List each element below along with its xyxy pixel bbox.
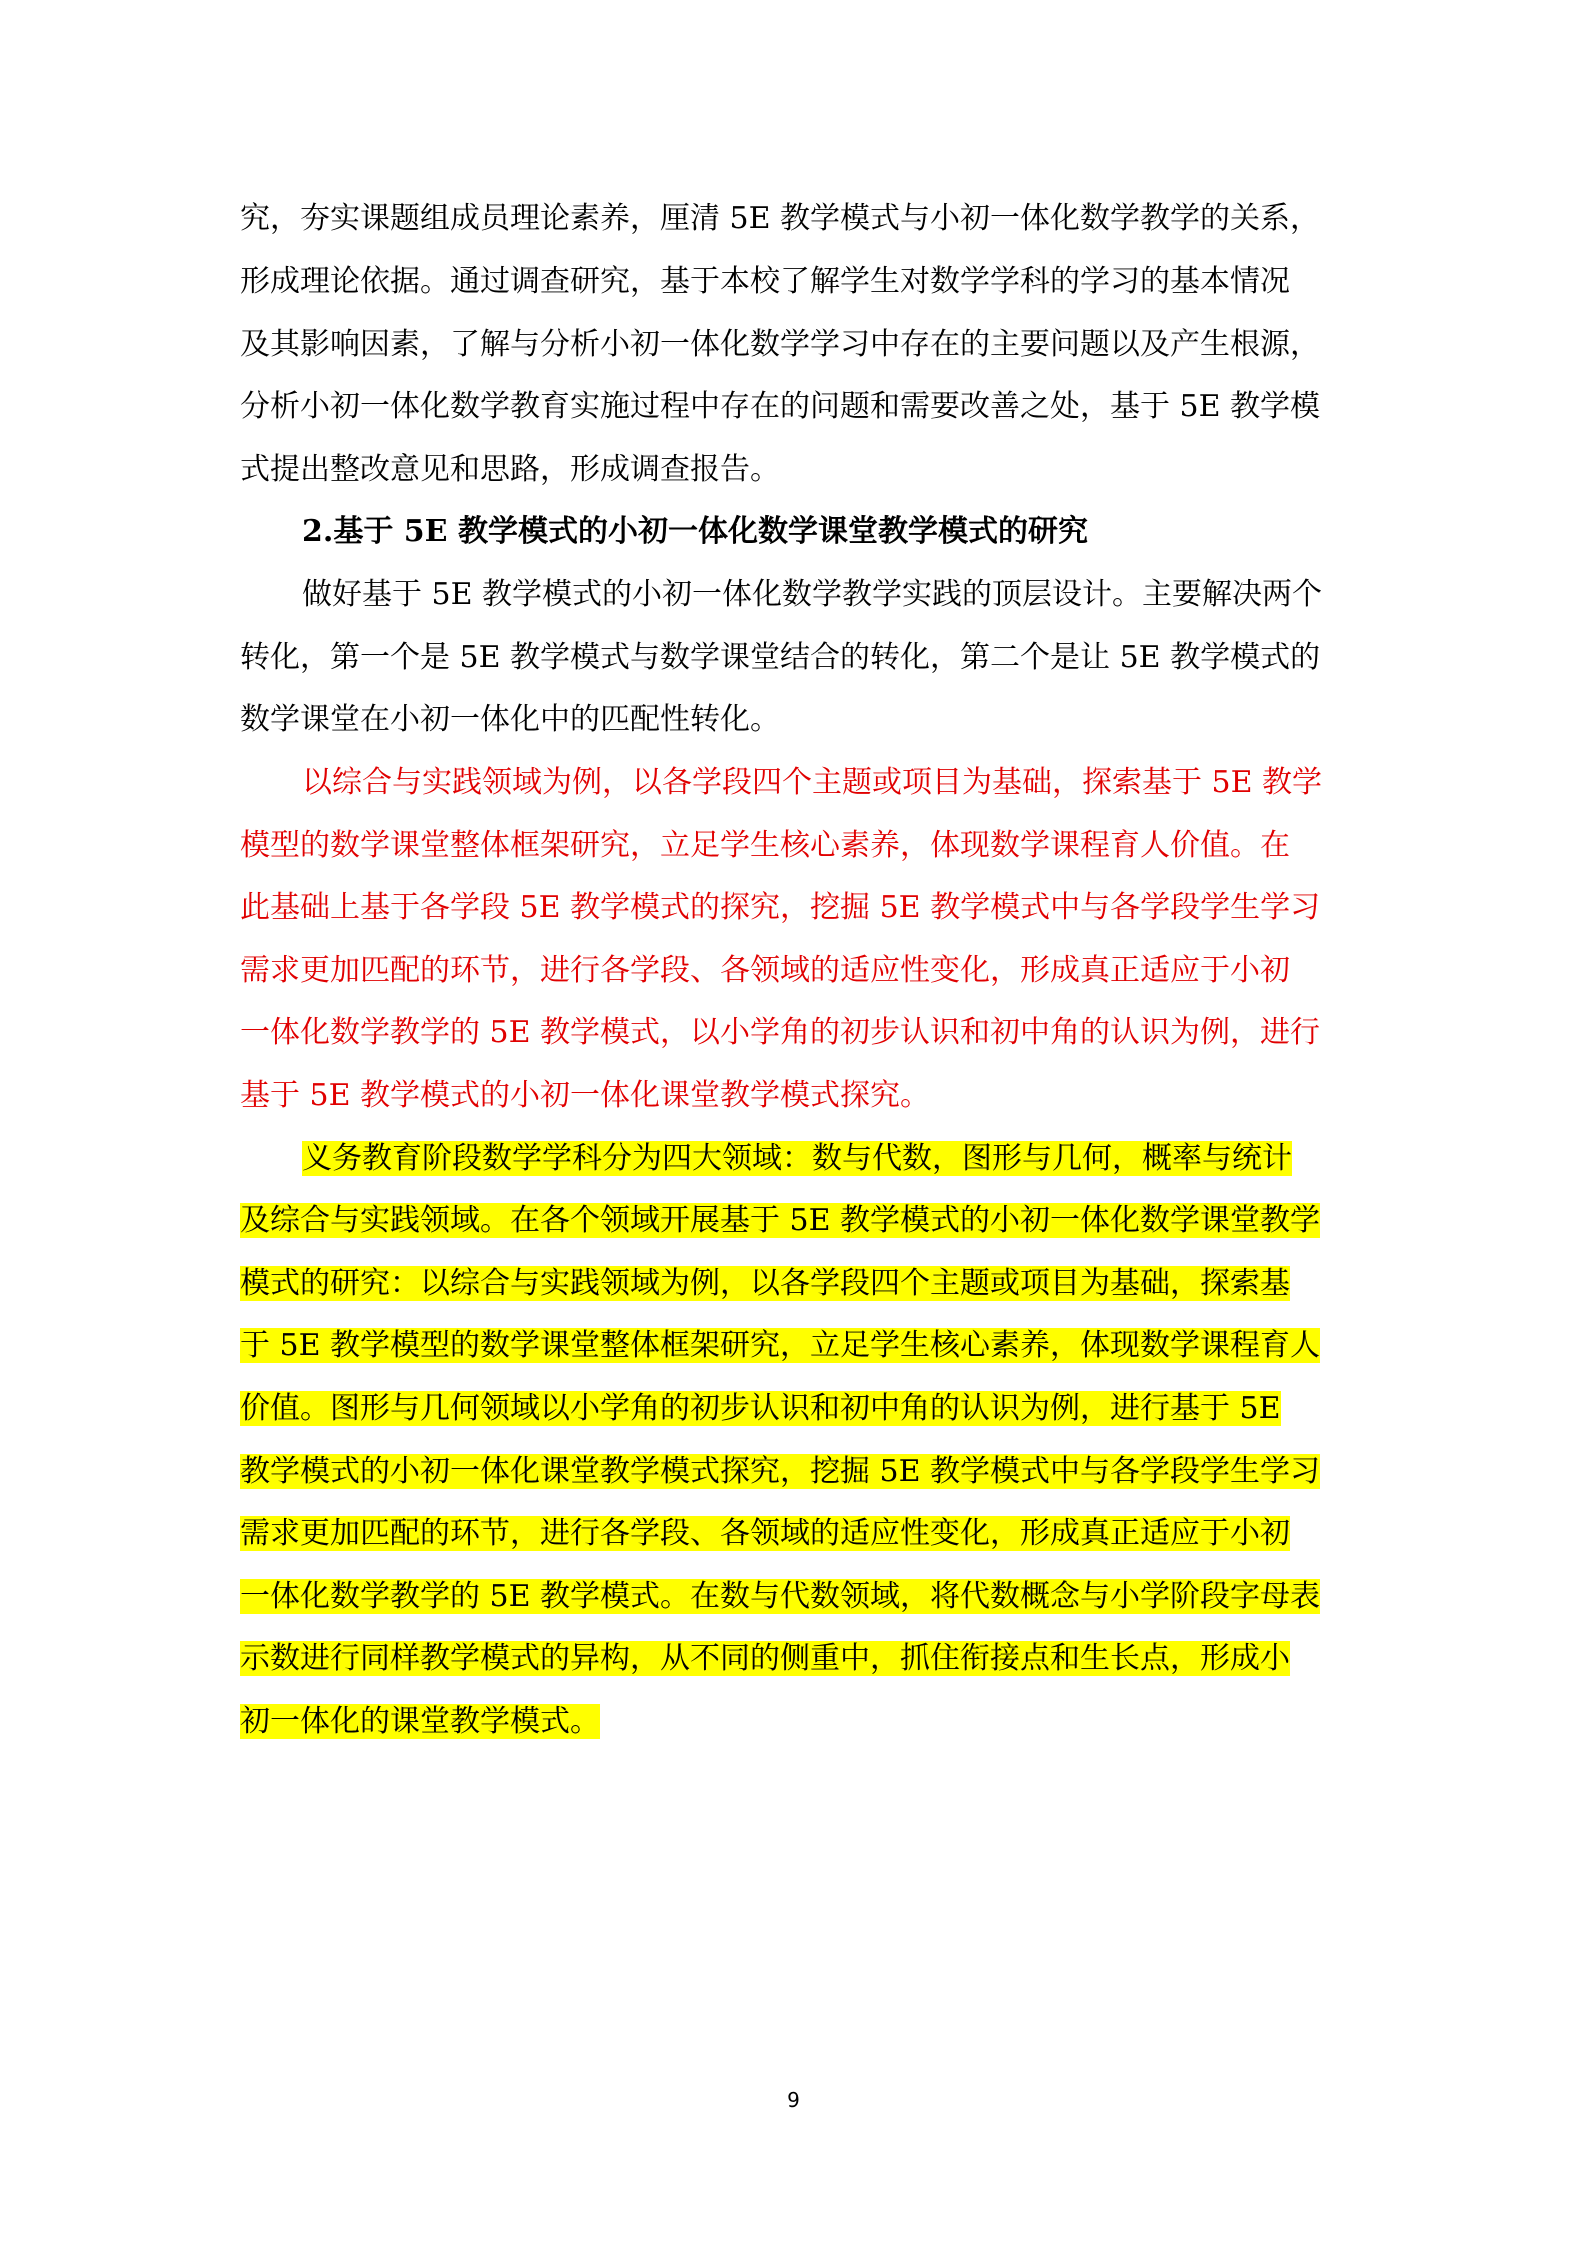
highlight-span: 于 5E 教学模型的数学课堂整体框架研究，立足学生核心素养，体现数学课程育人 (240, 1328, 1321, 1363)
highlighted-paragraph-line (240, 1699, 600, 1745)
section-heading: 2.基于 5E 教学模式的小初一体化数学课堂教学模式的研究 (302, 514, 1088, 549)
red-paragraph-line: 基于 5E 教学模式的小初一体化课堂教学模式探究。 (240, 1078, 931, 1113)
highlighted-paragraph-line (240, 1323, 1320, 1369)
highlighted-paragraph-line (240, 1198, 1320, 1244)
paragraph-line: 分析小初一体化数学教育实施过程中存在的问题和需要改善之处，基于 5E 教学模 (240, 389, 1321, 424)
red-paragraph-line: 需求更加匹配的环节，进行各学段、各领域的适应性变化，形成真正适应于小初 (240, 953, 1290, 988)
highlight-span: 模式的研究：以综合与实践领域为例，以各学段四个主题或项目为基础，探索基 (240, 1266, 1290, 1301)
highlighted-paragraph-line (240, 1386, 1281, 1432)
paragraph-line: 做好基于 5E 教学模式的小初一体化数学教学实践的顶层设计。主要解决两个 (302, 577, 1323, 612)
highlighted-paragraph-line (240, 1261, 1290, 1307)
paragraph-line: 数学课堂在小初一体化中的匹配性转化。 (240, 702, 780, 737)
highlight-span: 教学模式的小初一体化课堂教学模式探究，挖掘 5E 教学模式中与各学段学生学习 (240, 1454, 1321, 1489)
highlighted-paragraph-line (240, 1449, 1320, 1495)
highlighted-paragraph-line (302, 1136, 1292, 1182)
paragraph-line: 及其影响因素，了解与分析小初一体化数学学习中存在的主要问题以及产生根源， (240, 327, 1320, 362)
red-paragraph-line: 一体化数学教学的 5E 教学模式，以小学角的初步认识和初中角的认识为例，进行 (240, 1015, 1321, 1050)
red-paragraph-line: 此基础上基于各学段 5E 教学模式的探究，挖掘 5E 教学模式中与各学段学生学习 (240, 890, 1321, 925)
paragraph-line: 式提出整改意见和思路，形成调查报告。 (240, 452, 780, 487)
highlight-span: 价值。图形与几何领域以小学角的初步认识和初中角的认识为例，进行基于 5E (240, 1391, 1281, 1426)
highlight-span: 示数进行同样教学模式的异构，从不同的侧重中，抓住衔接点和生长点，形成小 (240, 1641, 1290, 1676)
highlight-span: 及综合与实践领域。在各个领域开展基于 5E 教学模式的小初一体化数学课堂教学 (240, 1203, 1321, 1238)
highlight-span: 初一体化的课堂教学模式。 (240, 1704, 600, 1739)
paragraph-line: 究，夯实课题组成员理论素养，厘清 5E 教学模式与小初一体化数学教学的关系， (240, 201, 1321, 236)
paragraph-line: 转化，第一个是 5E 教学模式与数学课堂结合的转化，第二个是让 5E 教学模式的 (240, 640, 1321, 675)
paragraph-line: 形成理论依据。通过调查研究，基于本校了解学生对数学学科的学习的基本情况 (240, 264, 1290, 299)
highlighted-paragraph-line (240, 1636, 1290, 1682)
highlight-span: 义务教育阶段数学学科分为四大领域：数与代数，图形与几何，概率与统计 (302, 1141, 1292, 1176)
red-paragraph-line: 以综合与实践领域为例，以各学段四个主题或项目为基础，探索基于 5E 教学 (302, 765, 1323, 800)
highlight-span: 一体化数学教学的 5E 教学模式。在数与代数领域，将代数概念与小学阶段字母表 (240, 1579, 1321, 1614)
highlighted-paragraph-line (240, 1511, 1290, 1557)
highlight-span: 需求更加匹配的环节，进行各学段、各领域的适应性变化，形成真正适应于小初 (240, 1516, 1290, 1551)
red-paragraph-line: 模型的数学课堂整体框架研究，立足学生核心素养，体现数学课程育人价值。在 (240, 828, 1290, 863)
highlighted-paragraph-line (240, 1574, 1320, 1620)
page-number: 9 (787, 2088, 800, 2112)
